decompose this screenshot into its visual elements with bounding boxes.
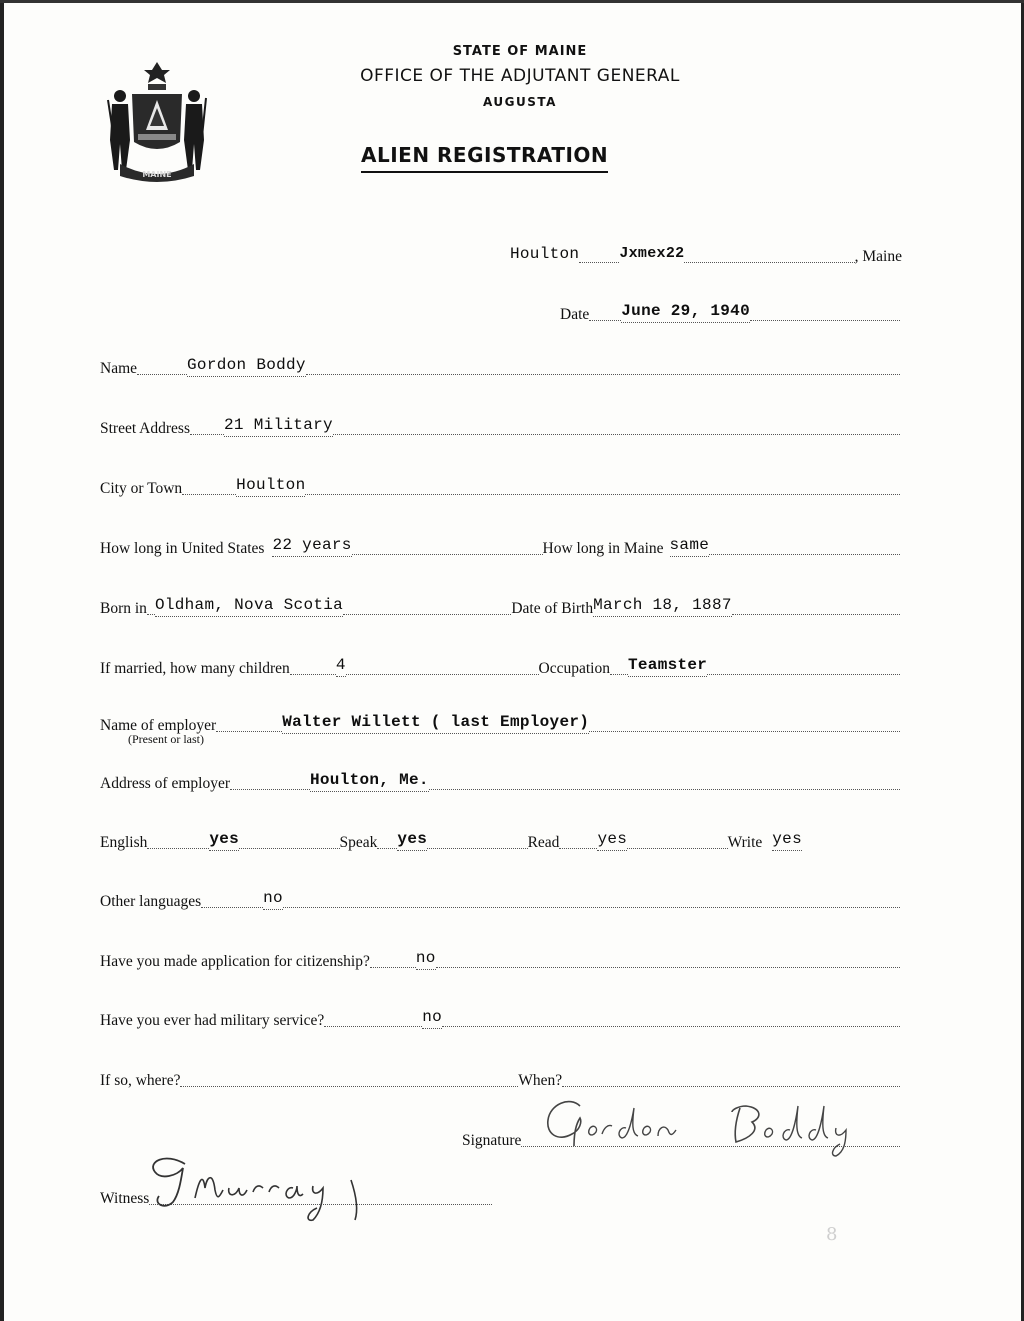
occupation-label: Occupation	[538, 660, 610, 677]
name-dots	[137, 374, 187, 375]
birth-line	[100, 596, 900, 620]
dob-value: March 18, 1887	[593, 596, 732, 617]
name-label: Name	[100, 360, 138, 377]
place-dots-2	[684, 262, 854, 263]
date-value: June 29, 1940	[621, 302, 750, 323]
form-title: ALIEN REGISTRATION	[361, 143, 608, 173]
english-value: yes	[209, 830, 239, 851]
witness-label: Witness	[100, 1190, 150, 1207]
citizenship-line	[100, 949, 900, 973]
maine-duration-value: same	[670, 536, 710, 557]
us-duration-label: How long in United States	[100, 540, 265, 557]
place-town: Houlton	[510, 245, 580, 263]
read-dots	[559, 848, 597, 849]
children-dots	[290, 674, 336, 675]
other-languages-line	[100, 889, 900, 913]
dob-label: Date of Birth	[511, 600, 594, 617]
employer-address-dots-2	[429, 789, 900, 790]
military-dots-2	[442, 1026, 900, 1027]
citizenship-value: no	[416, 949, 436, 970]
city-label: City or Town	[100, 480, 183, 497]
language-line	[100, 830, 802, 854]
employer-address-label: Address of employer	[100, 775, 230, 792]
citizenship-dots	[370, 967, 416, 968]
write-value: yes	[772, 830, 802, 851]
speak-label: Speak	[339, 834, 378, 851]
other-languages-value: no	[263, 889, 283, 910]
street-value: 21 Military	[224, 416, 333, 437]
birthplace-dots	[147, 614, 155, 615]
date-dots-2	[750, 320, 900, 321]
header-city: AUGUSTA	[483, 95, 557, 109]
military-dots	[324, 1026, 422, 1027]
date-line	[560, 302, 900, 326]
children-value: 4	[336, 656, 346, 677]
place-line	[510, 244, 902, 268]
name-line	[100, 356, 900, 380]
other-languages-dots	[201, 907, 263, 908]
employer-address-value: Houlton, Me.	[310, 771, 429, 792]
occupation-dots-2	[707, 674, 900, 675]
employer-dots	[216, 731, 282, 732]
employer-sublabel: (Present or last)	[128, 732, 204, 746]
name-value: Gordon Boddy	[187, 356, 306, 377]
street-label: Street Address	[100, 420, 190, 437]
scan-edge-top	[0, 0, 1024, 3]
employer-line	[100, 713, 900, 737]
read-label: Read	[527, 834, 560, 851]
military-label: Have you ever had military service?	[100, 1012, 325, 1029]
faint-stamp-number: 8	[826, 1224, 838, 1245]
name-dots-2	[306, 374, 900, 375]
speak-dots-2	[427, 848, 527, 849]
birthplace-value: Oldham, Nova Scotia	[155, 596, 343, 617]
us-duration-value: 22 years	[272, 536, 351, 557]
maine-duration-dots	[709, 554, 900, 555]
place-dots	[579, 262, 619, 263]
read-dots-2	[627, 848, 727, 849]
employer-address-dots	[230, 789, 310, 790]
witness-handwriting	[145, 1150, 385, 1225]
children-label: If married, how many children	[100, 660, 290, 677]
street-line	[100, 416, 900, 440]
date-dots	[589, 320, 621, 321]
where-dots	[180, 1086, 518, 1087]
occupation-dots	[610, 674, 628, 675]
us-duration-dots	[352, 554, 543, 555]
scan-edge-left	[0, 0, 4, 1321]
english-label: English	[100, 834, 148, 851]
city-value: Houlton	[236, 476, 305, 497]
military-value: no	[422, 1008, 442, 1029]
employer-dots-2	[589, 731, 900, 732]
header-office: OFFICE OF THE ADJUTANT GENERAL	[360, 66, 680, 86]
military-line	[100, 1008, 900, 1032]
children-line	[100, 656, 900, 680]
when-label: When?	[518, 1072, 563, 1089]
duration-line	[100, 536, 900, 560]
birthplace-label: Born in	[100, 600, 147, 617]
citizenship-label: Have you made application for citizenship?	[100, 953, 370, 970]
employer-address-line	[100, 771, 900, 795]
service-location-line	[100, 1068, 900, 1092]
city-line	[100, 476, 900, 500]
english-dots	[147, 848, 209, 849]
city-dots	[182, 494, 236, 495]
place-struck-text: Jxmex22	[619, 245, 685, 262]
svg-text:MAINE: MAINE	[142, 170, 172, 179]
state-seal-icon	[104, 60, 210, 182]
city-dots-2	[305, 494, 900, 495]
when-dots	[562, 1086, 900, 1087]
where-label: If so, where?	[100, 1072, 181, 1089]
header-state: STATE OF MAINE	[452, 44, 588, 59]
dob-dots	[732, 614, 900, 615]
street-dots	[190, 434, 224, 435]
signature-handwriting	[540, 1090, 880, 1160]
employer-label: Name of employer	[100, 717, 217, 734]
write-label: Write	[727, 834, 763, 851]
citizenship-dots-2	[436, 967, 900, 968]
employer-value: Walter Willett ( last Employer)	[282, 713, 589, 734]
date-label: Date	[560, 306, 590, 323]
maine-duration-label: How long in Maine	[542, 540, 664, 557]
street-dots-2	[333, 434, 900, 435]
other-languages-dots-2	[283, 907, 900, 908]
place-state-suffix: , Maine	[854, 248, 902, 265]
read-value: yes	[597, 830, 627, 851]
english-dots-2	[239, 848, 339, 849]
speak-dots	[377, 848, 397, 849]
occupation-value: Teamster	[628, 656, 707, 677]
children-dots-2	[346, 674, 539, 675]
other-languages-label: Other languages	[100, 893, 202, 910]
signature-label: Signature	[462, 1132, 522, 1149]
birthplace-dots-2	[343, 614, 511, 615]
speak-value: yes	[397, 830, 427, 851]
